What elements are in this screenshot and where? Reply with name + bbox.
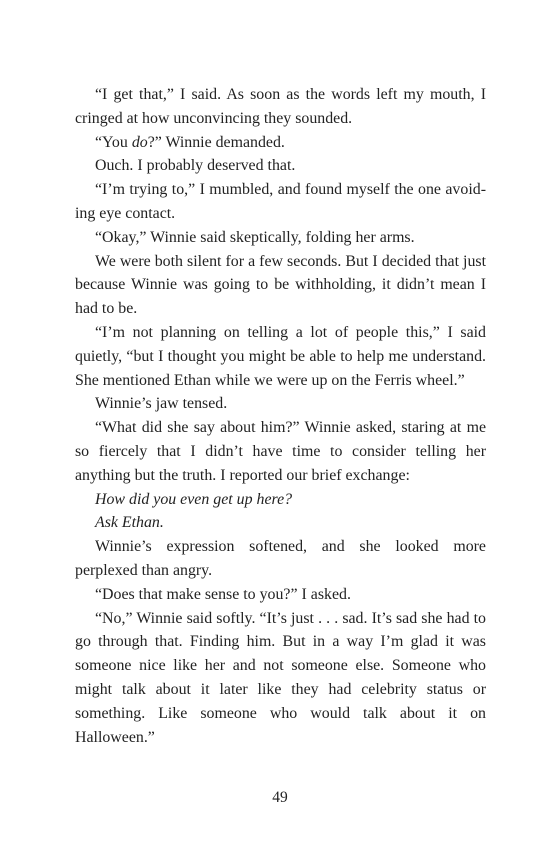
paragraph-9: “What did she say about him?” Winnie asked, staring at me so fiercely that I didn’t have time to consider telling her anything but the truth. I reported our brief exchange: <box>75 419 486 484</box>
paragraph-3: Ouch. I probably deserved that. <box>95 157 296 175</box>
paragraph-1: “I get that,” I said. As soon as the words left my mouth, I cringed at how unconvincing they sounded. <box>75 86 486 127</box>
paragraph-10-italic: How did you even get up here? <box>95 490 293 508</box>
paragraph-2 <box>75 131 486 155</box>
paragraph-12: Winnie’s expression softened, and she looked more perplexed than angry. <box>75 538 486 579</box>
paragraph-5: “Okay,” Winnie said skeptically, folding her arms. <box>95 228 415 246</box>
paragraph-11-italic: Ask Ethan. <box>95 514 164 532</box>
paragraph-2-post: ?” Winnie demanded. <box>147 133 285 151</box>
paragraph-8: Winnie’s jaw tensed. <box>95 395 228 413</box>
paragraph-4: “I’m trying to,” I mumbled, and found myself the one avoiding eye contact. <box>75 181 486 222</box>
paragraph-14: “No,” Winnie said softly. “It’s just . . . sad. It’s sad she had to go through that. Finding him. But in a way I’m glad it was someone nice like her and not someone else. Someone who might talk about it later like they had celebrity status or something. Like someone who would talk about it on Halloween.” <box>75 609 486 746</box>
body-text <box>75 83 486 749</box>
paragraph-6: We were both silent for a few seconds. But I decided that just because Winnie was going to be withholding, it didn’t mean I had to be. <box>75 252 486 318</box>
page-number: 49 <box>272 789 288 806</box>
paragraph-7: “I’m not planning on telling a lot of people this,” I said quietly, “but I thought you might be able to help me understand. She mentioned Ethan while we were up on the Ferris wheel.” <box>75 323 486 389</box>
paragraph-2-pre: “You <box>95 133 132 151</box>
paragraph-2-emphasis: do <box>131 133 148 151</box>
paragraph-13: “Does that make sense to you?” I asked. <box>95 585 351 603</box>
